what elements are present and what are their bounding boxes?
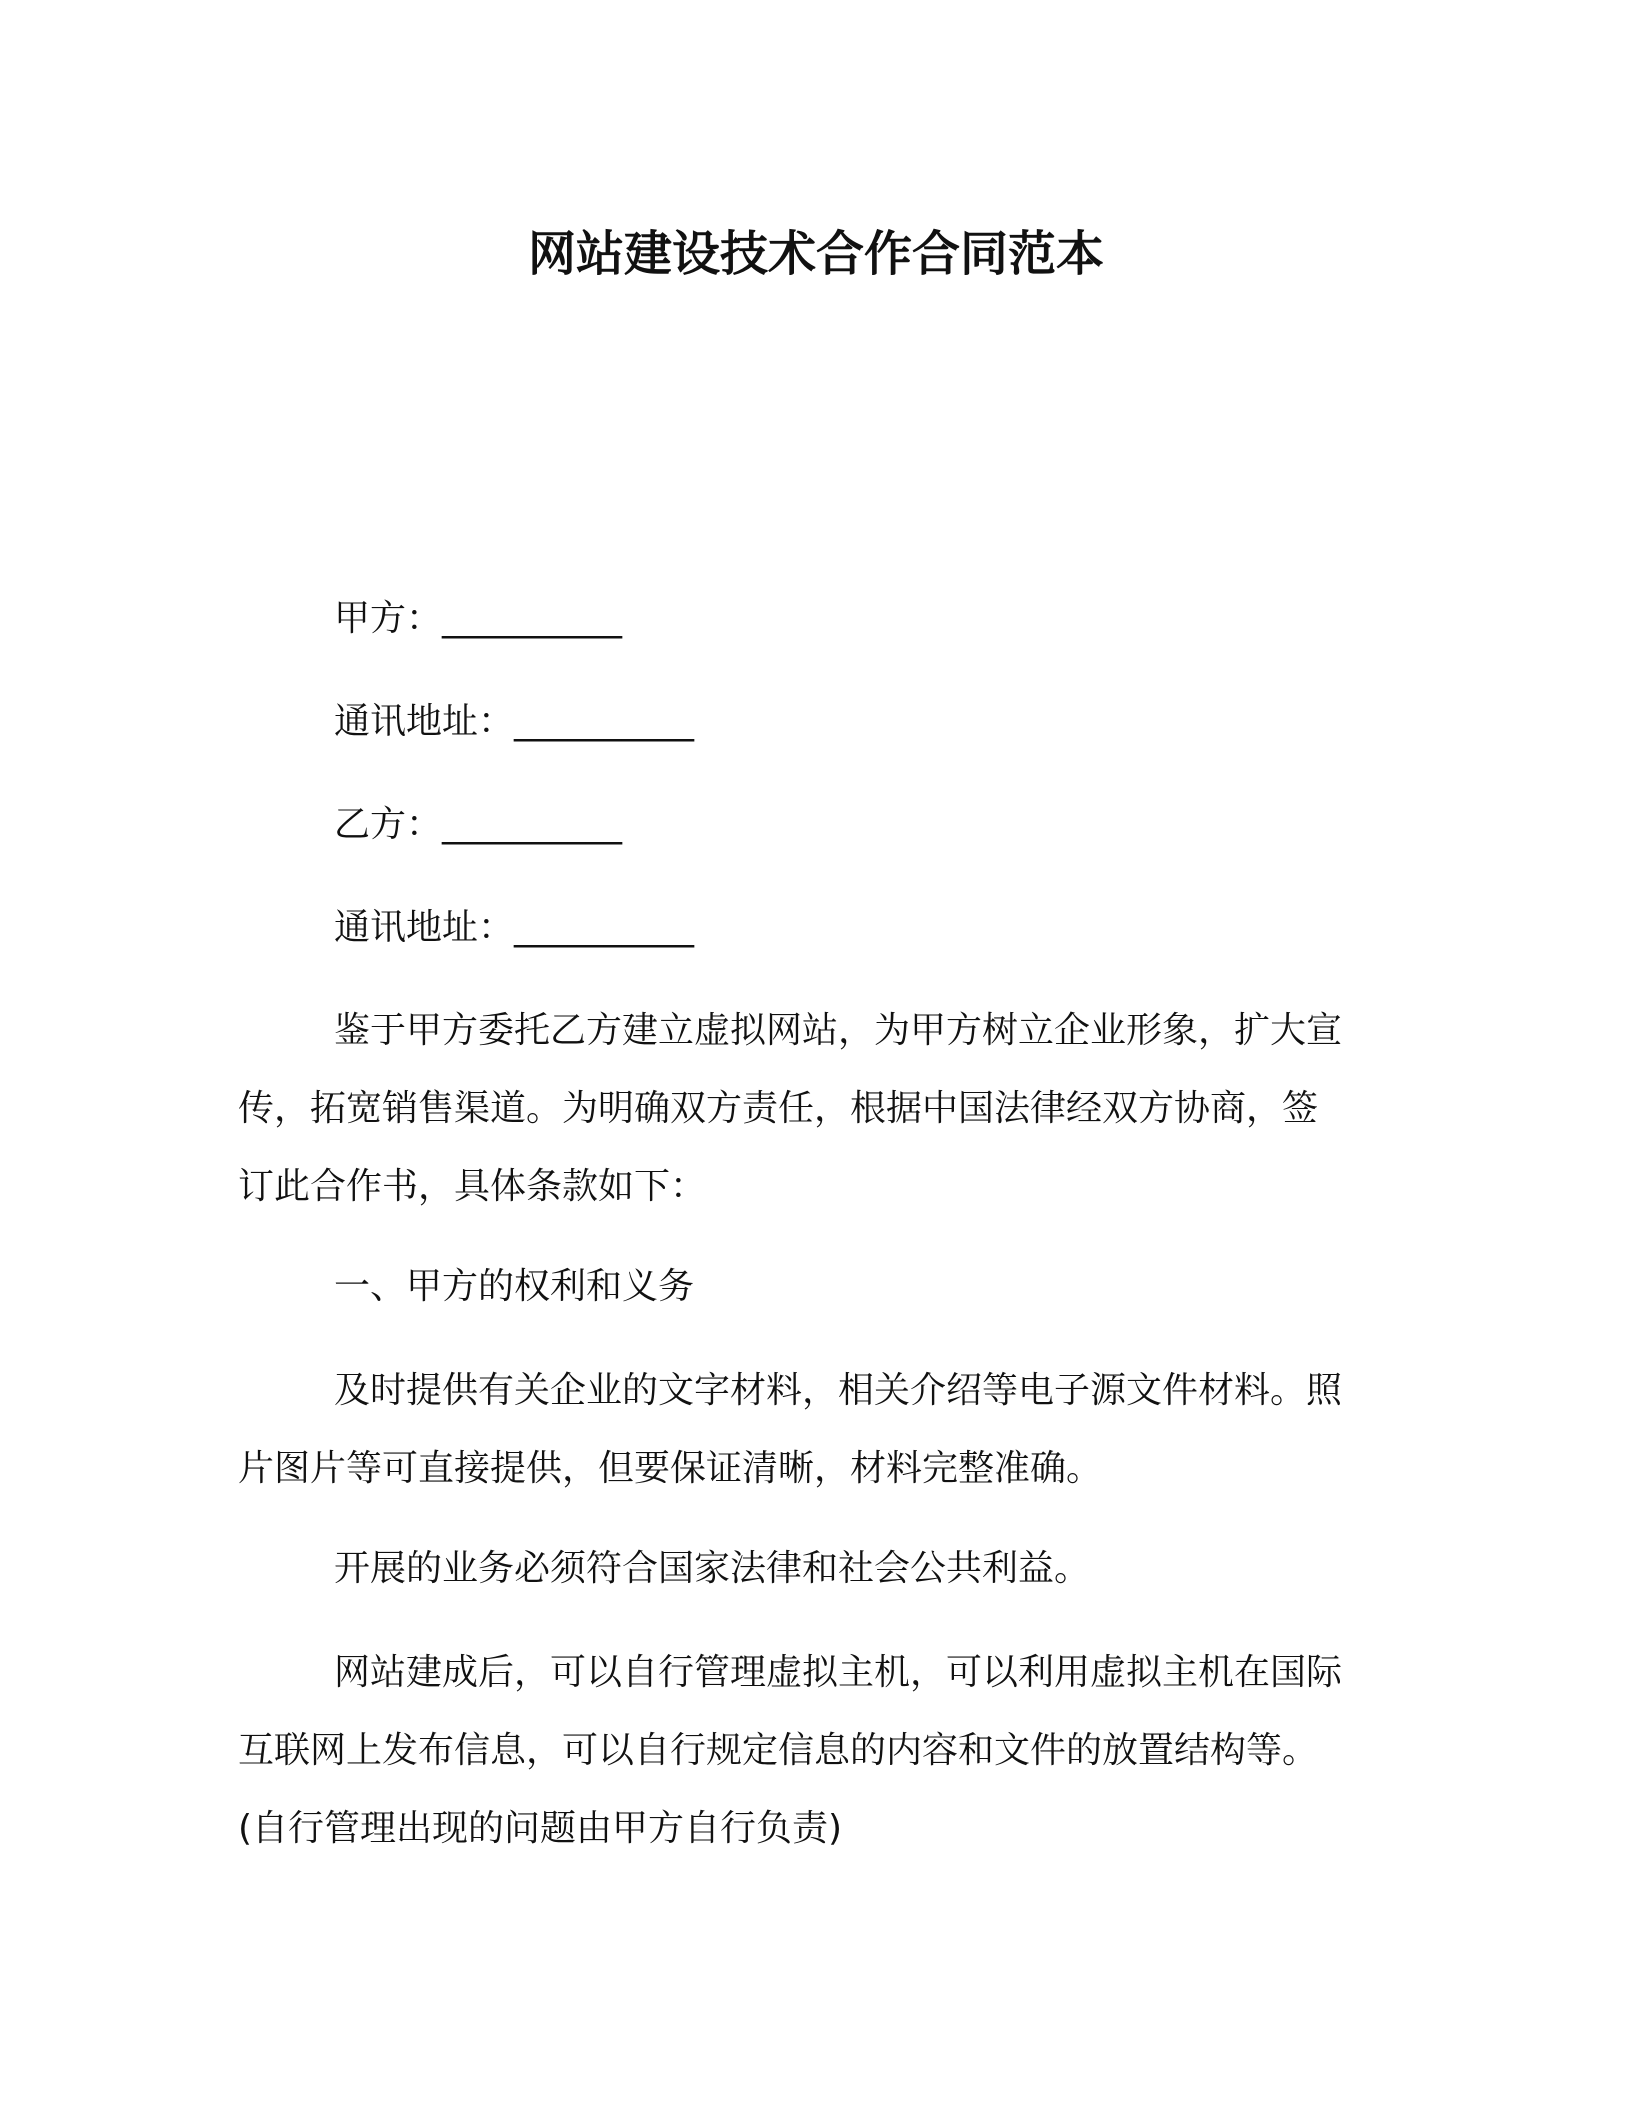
clause-line: (自行管理出现的问题由甲方自行负责) xyxy=(238,1808,843,1849)
preamble-line: 订此合作书，具体条款如下： xyxy=(238,1166,707,1207)
clause-line: 互联网上发布信息，可以自行规定信息的内容和文件的放置结构等。 xyxy=(238,1730,1319,1771)
party-b-address-field: 通讯地址：__________ xyxy=(334,907,695,948)
party-a-field: 甲方：__________ xyxy=(334,598,623,639)
party-a-address-field: 通讯地址：__________ xyxy=(334,701,695,742)
section-heading: 一、甲方的权利和义务 xyxy=(334,1266,695,1307)
clause-paragraph: 开展的业务必须符合国家法律和社会公共利益。 xyxy=(334,1548,1091,1589)
clause-line: 及时提供有关企业的文字材料，相关介绍等电子源文件材料。照 xyxy=(334,1370,1343,1411)
party-b-field: 乙方：__________ xyxy=(334,804,623,845)
document-title: 网站建设技术合作合同范本 xyxy=(527,226,1104,282)
preamble-line: 鉴于甲方委托乙方建立虚拟网站，为甲方树立企业形象，扩大宣 xyxy=(334,1010,1343,1051)
clause-line: 片图片等可直接提供，但要保证清晰，材料完整准确。 xyxy=(238,1448,1103,1489)
clause-line: 网站建成后，可以自行管理虚拟主机，可以利用虚拟主机在国际 xyxy=(334,1652,1343,1693)
preamble-line: 传，拓宽销售渠道。为明确双方责任，根据中国法律经双方协商，签 xyxy=(238,1088,1319,1129)
